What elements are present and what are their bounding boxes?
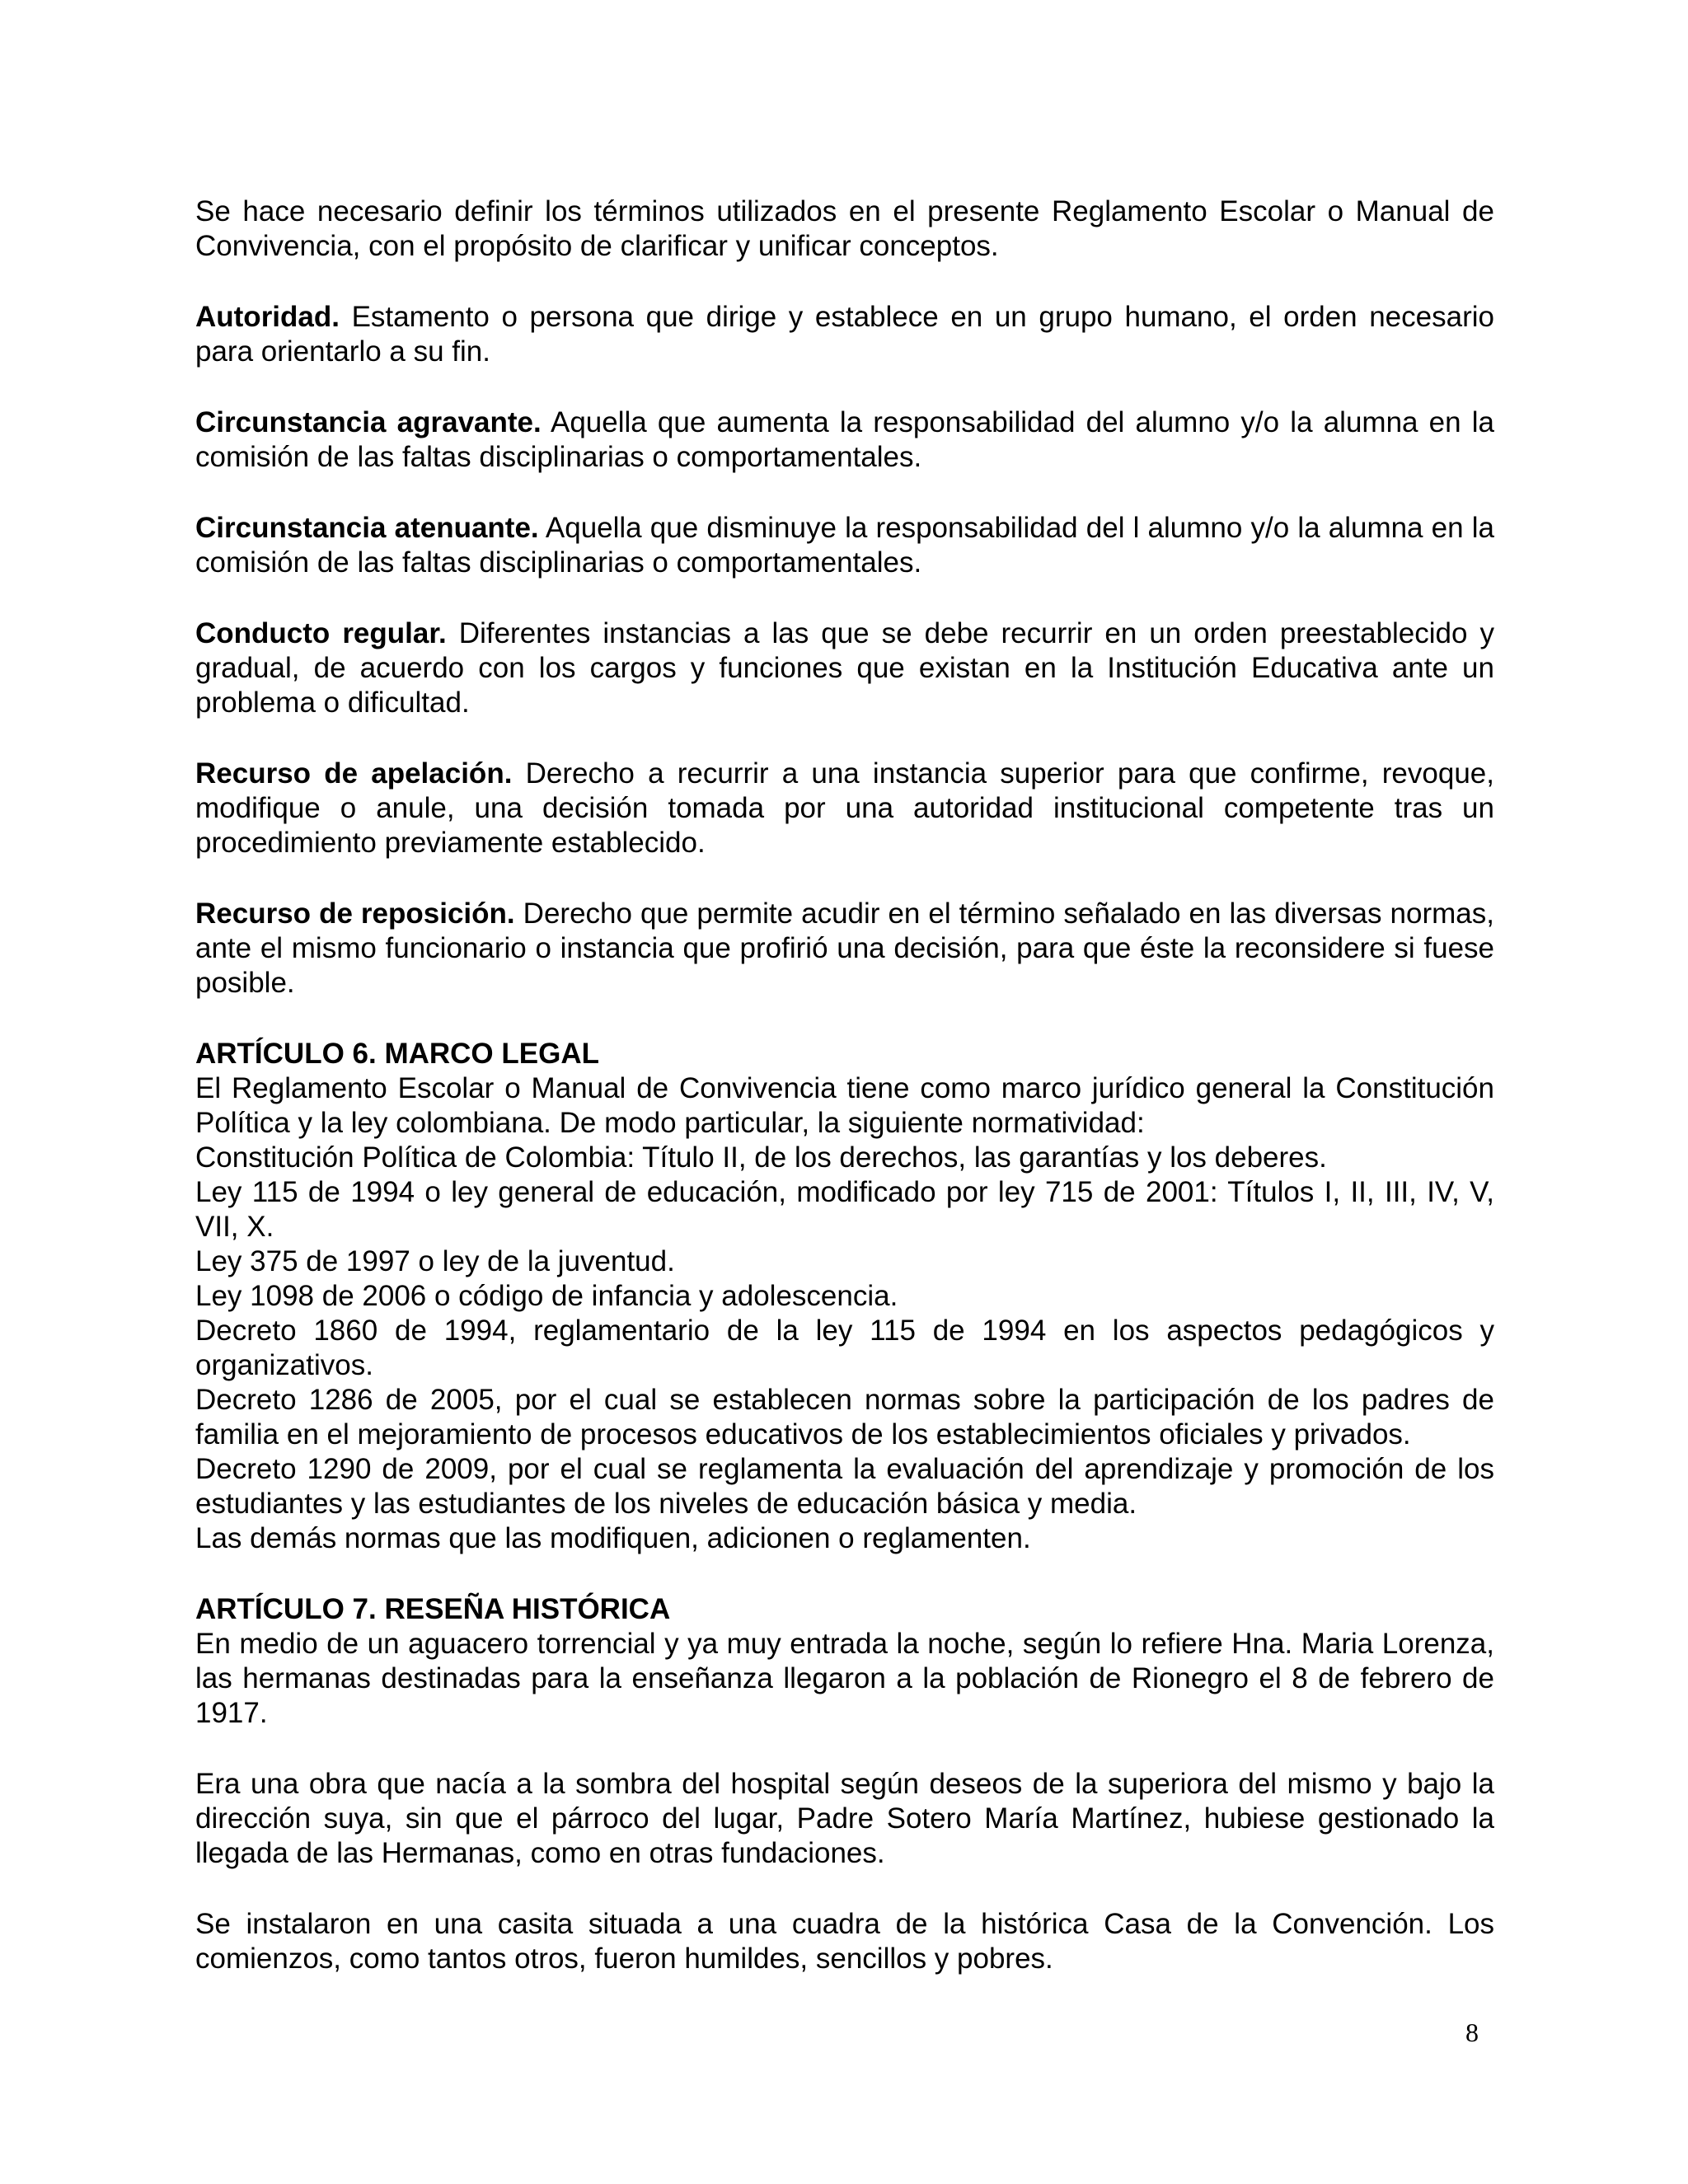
- definition-term: Circunstancia atenuante.: [195, 512, 539, 544]
- history-paragraph: Era una obra que nacía a la sombra del hospital según deseos de la superiora del mismo y bajo la dirección suya, sin que el párroco del lugar, Padre Sotero María Martínez, hubiese gestionado la llegada de las Hermanas, como en otras fundaciones.: [195, 1768, 1494, 1869]
- article-7-heading: ARTÍCULO 7. RESEÑA HISTÓRICA: [195, 1593, 671, 1625]
- definition-recurso-apelacion: [195, 757, 1494, 860]
- definition-term: Recurso de apelación.: [195, 757, 513, 790]
- list-item: Decreto 1290 de 2009, por el cual se reglamenta la evaluación del aprendizaje y promoción de los estudiantes y las estudiantes de los niveles de educación básica y media.: [195, 1453, 1494, 1520]
- article-6-intro: El Reglamento Escolar o Manual de Convivencia tiene como marco jurídico general la Constitución Política y la ley colombiana. De modo particular, la siguiente normatividad:: [195, 1072, 1494, 1139]
- definition-text: Derecho que permite acudir en el término señalado en las diversas normas, ante el mismo funcionario o instancia que profirió una decisión, para que éste la reconsidere si fuese posible.: [195, 898, 1494, 999]
- history-paragraph: En medio de un aguacero torrencial y ya muy entrada la noche, según lo refiere Hna. Maria Lorenza, las hermanas destinadas para la enseñanza llegaron a la población de Rionegro el 8 de febrero de 1917.: [195, 1628, 1494, 1729]
- list-item: Ley 115 de 1994 o ley general de educación, modificado por ley 715 de 2001: Títulos I, II, III, IV, V, VII, X.: [195, 1176, 1494, 1243]
- definition-term: Conducto regular.: [195, 617, 447, 649]
- list-item: Ley 375 de 1997 o ley de la juventud.: [195, 1245, 675, 1277]
- list-item: Las demás normas que las modifiquen, adicionen o reglamenten.: [195, 1522, 1031, 1554]
- definition-term: Recurso de reposición.: [195, 898, 515, 930]
- definition-recurso-reposicion: [195, 897, 1494, 1001]
- definition-conducto-regular: [195, 616, 1494, 720]
- definition-text: Aquella que disminuye la responsabilidad del l alumno y/o la alumna en la comisión de las faltas disciplinarias o comportamentales.: [195, 512, 1495, 579]
- legal-norms-list: [195, 1141, 1494, 1556]
- article-6-section: [195, 1037, 1494, 1556]
- definition-text: Derecho a recurrir a una instancia superior para que confirme, revoque, modifique o anule, una decisión tomada por una autoridad institucional competente tras un procedimiento previamente establecido.: [195, 757, 1494, 859]
- definition-term: Circunstancia agravante.: [195, 406, 542, 438]
- article-6-heading: ARTÍCULO 6. MARCO LEGAL: [195, 1038, 599, 1070]
- list-item: Decreto 1860 de 1994, reglamentario de la ley 115 de 1994 en los aspectos pedagógicos y organizativos.: [195, 1315, 1494, 1381]
- definition-circunstancia-atenuante: [195, 511, 1494, 580]
- definition-text: Diferentes instancias a las que se debe recurrir en un orden preestablecido y gradual, de acuerdo con los cargos y funciones que existan en la Institución Educativa ante un problema o dificultad.: [195, 617, 1494, 719]
- definitions-list: [195, 300, 1494, 1001]
- article-7-section: [195, 1592, 1494, 1976]
- list-item: Constitución Política de Colombia: Título II, de los derechos, las garantías y los deberes.: [195, 1141, 1327, 1174]
- definition-autoridad: [195, 300, 1494, 369]
- history-paragraph: Se instalaron en una casita situada a una cuadra de la histórica Casa de la Convención. Los comienzos, como tantos otros, fueron humildes, sencillos y pobres.: [195, 1908, 1494, 1975]
- definition-term: Autoridad.: [195, 301, 340, 333]
- document-page: [195, 194, 1494, 1976]
- definition-circunstancia-agravante: [195, 405, 1494, 475]
- definition-text: Aquella que aumenta la responsabilidad del alumno y/o la alumna en la comisión de las faltas disciplinarias o comportamentales.: [195, 406, 1495, 473]
- list-item: Decreto 1286 de 2005, por el cual se establecen normas sobre la participación de los padres de familia en el mejoramiento de procesos educativos de los establecimientos oficiales y privados.: [195, 1384, 1494, 1451]
- definition-text: Estamento o persona que dirige y establece en un grupo humano, el orden necesario para orientarlo a su fin.: [195, 301, 1494, 368]
- list-item: Ley 1098 de 2006 o código de infancia y adolescencia.: [195, 1280, 898, 1312]
- page-number: 8: [1465, 2018, 1479, 2047]
- intro-paragraph: Se hace necesario definir los términos utilizados en el presente Reglamento Escolar o Manual de Convivencia, con el propósito de clarificar y unificar conceptos.: [195, 195, 1494, 262]
